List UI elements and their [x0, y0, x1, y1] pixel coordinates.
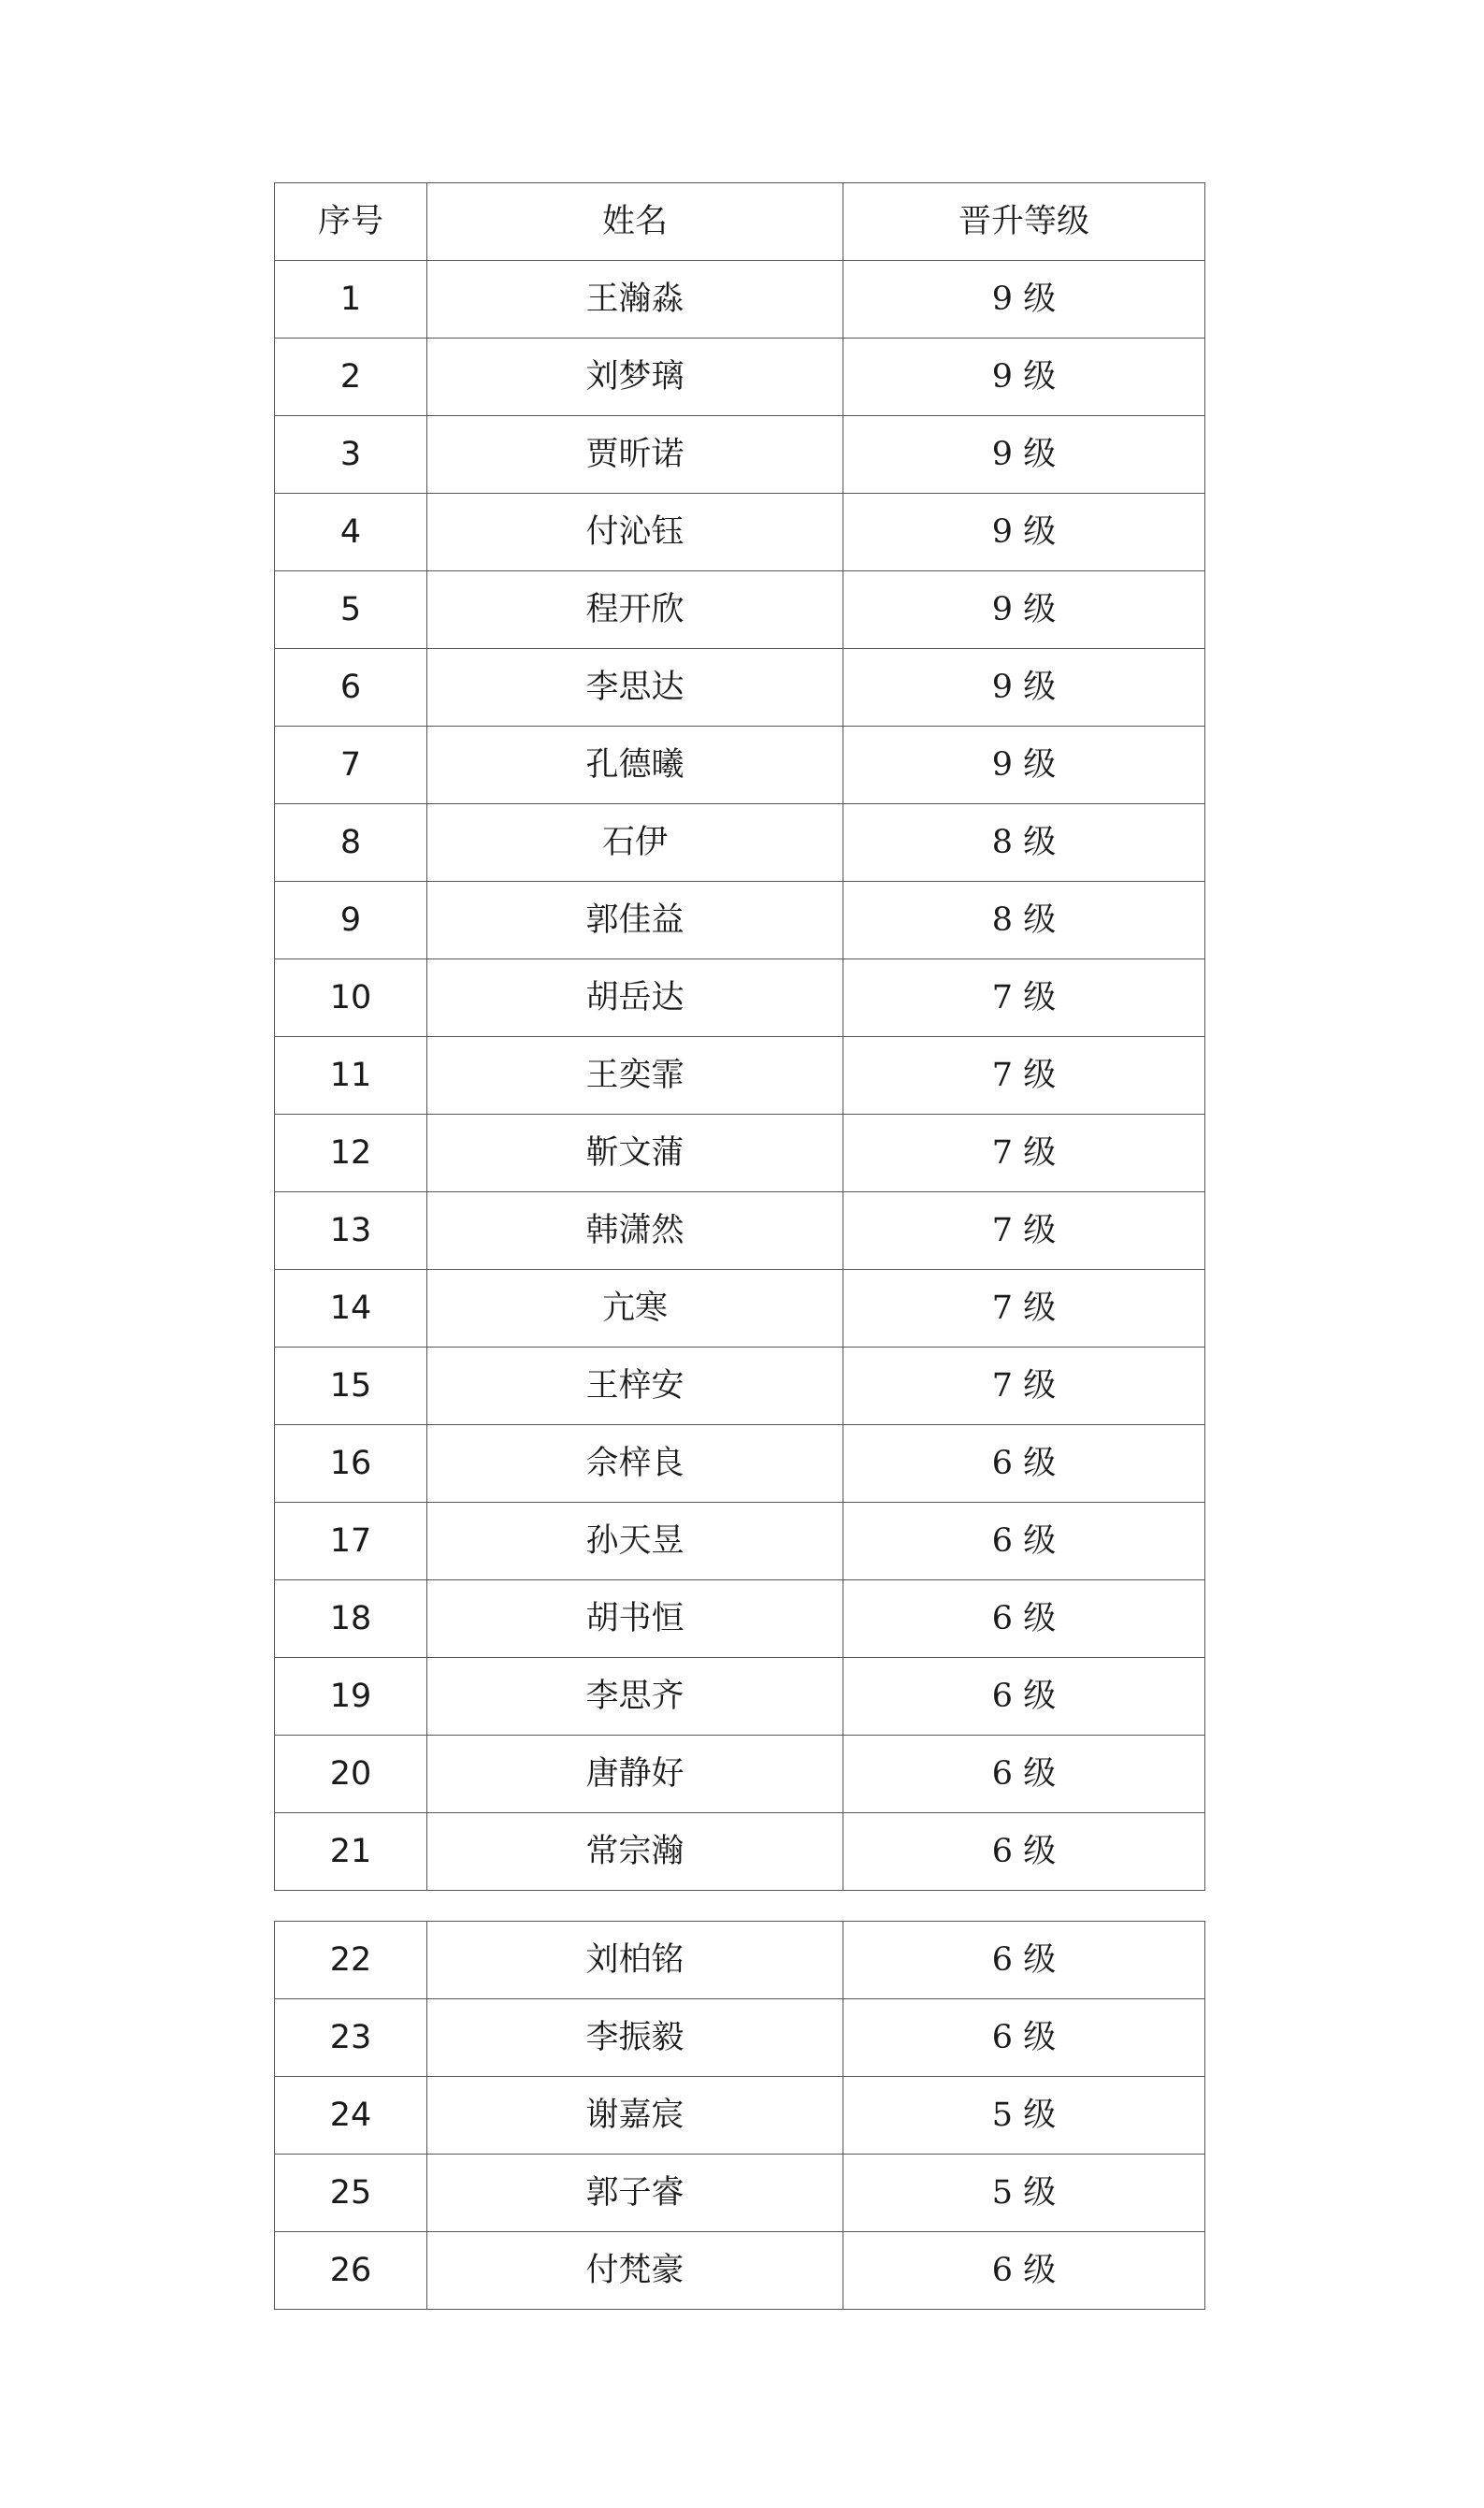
table-row	[275, 571, 1205, 649]
row-grade-cell: 5 级	[843, 2155, 1205, 2232]
table-row	[275, 261, 1205, 339]
row-grade-cell: 6 级	[843, 1999, 1205, 2077]
table-row	[275, 1922, 1205, 1999]
row-index-cell: 3	[275, 416, 427, 494]
table-header-row	[275, 183, 1205, 261]
row-grade-cell: 6 级	[843, 1658, 1205, 1736]
row-name-cell: 谢嘉宸	[427, 2077, 843, 2155]
row-index-cell: 7	[275, 727, 427, 804]
row-index-cell: 5	[275, 571, 427, 649]
row-grade-cell: 7 级	[843, 959, 1205, 1037]
row-index-cell: 14	[275, 1270, 427, 1348]
row-grade-cell: 8 级	[843, 804, 1205, 882]
table-row	[275, 959, 1205, 1037]
header-grade: 晋升等级	[843, 183, 1205, 261]
row-grade-cell: 6 级	[843, 1503, 1205, 1580]
row-name-cell: 孙天昱	[427, 1503, 843, 1580]
promotion-table-continued	[274, 1921, 1205, 2310]
row-name-cell: 刘梦璃	[427, 339, 843, 416]
row-name-cell: 李思齐	[427, 1658, 843, 1736]
row-index-cell: 23	[275, 1999, 427, 2077]
row-grade-cell: 7 级	[843, 1192, 1205, 1270]
row-index-cell: 15	[275, 1348, 427, 1425]
row-name-cell: 王梓安	[427, 1348, 843, 1425]
row-name-cell: 郭佳益	[427, 882, 843, 959]
row-grade-cell: 9 级	[843, 416, 1205, 494]
row-name-cell: 韩潇然	[427, 1192, 843, 1270]
row-grade-cell: 9 级	[843, 494, 1205, 571]
row-name-cell: 刘柏铭	[427, 1922, 843, 1999]
table-row	[275, 1425, 1205, 1503]
table-row	[275, 1999, 1205, 2077]
row-grade-cell: 8 级	[843, 882, 1205, 959]
table-row	[275, 882, 1205, 959]
row-index-cell: 21	[275, 1813, 427, 1891]
table-row	[275, 1348, 1205, 1425]
row-index-cell: 19	[275, 1658, 427, 1736]
row-index-cell: 10	[275, 959, 427, 1037]
row-index-cell: 11	[275, 1037, 427, 1115]
row-name-cell: 佘梓良	[427, 1425, 843, 1503]
row-name-cell: 亢寒	[427, 1270, 843, 1348]
row-name-cell: 石伊	[427, 804, 843, 882]
row-name-cell: 付沁钰	[427, 494, 843, 571]
row-index-cell: 22	[275, 1922, 427, 1999]
promotion-table-body-continued	[275, 1922, 1205, 2310]
table-row	[275, 1736, 1205, 1813]
row-name-cell: 王奕霏	[427, 1037, 843, 1115]
row-index-cell: 4	[275, 494, 427, 571]
row-grade-cell: 7 级	[843, 1037, 1205, 1115]
row-grade-cell: 7 级	[843, 1348, 1205, 1425]
row-index-cell: 24	[275, 2077, 427, 2155]
row-name-cell: 李振毅	[427, 1999, 843, 2077]
row-index-cell: 8	[275, 804, 427, 882]
table-row	[275, 416, 1205, 494]
row-grade-cell: 5 级	[843, 2077, 1205, 2155]
row-name-cell: 贾昕诺	[427, 416, 843, 494]
row-name-cell: 胡书恒	[427, 1580, 843, 1658]
table-row	[275, 1813, 1205, 1891]
table-row	[275, 1115, 1205, 1192]
promotion-table	[274, 182, 1205, 1891]
row-grade-cell: 9 级	[843, 649, 1205, 727]
row-index-cell: 9	[275, 882, 427, 959]
row-grade-cell: 6 级	[843, 1425, 1205, 1503]
row-grade-cell: 7 级	[843, 1115, 1205, 1192]
table-row	[275, 2155, 1205, 2232]
promotion-table-body	[275, 183, 1205, 1891]
row-name-cell: 唐静好	[427, 1736, 843, 1813]
row-name-cell: 李思达	[427, 649, 843, 727]
row-index-cell: 25	[275, 2155, 427, 2232]
row-name-cell: 靳文蒲	[427, 1115, 843, 1192]
row-grade-cell: 6 级	[843, 1736, 1205, 1813]
row-name-cell: 胡岳达	[427, 959, 843, 1037]
row-grade-cell: 6 级	[843, 1813, 1205, 1891]
row-name-cell: 王瀚淼	[427, 261, 843, 339]
row-name-cell: 程开欣	[427, 571, 843, 649]
table-row	[275, 2077, 1205, 2155]
row-index-cell: 12	[275, 1115, 427, 1192]
row-index-cell: 6	[275, 649, 427, 727]
row-index-cell: 1	[275, 261, 427, 339]
header-index: 序号	[275, 183, 427, 261]
row-grade-cell: 6 级	[843, 1922, 1205, 1999]
row-index-cell: 20	[275, 1736, 427, 1813]
row-index-cell: 2	[275, 339, 427, 416]
table-row	[275, 494, 1205, 571]
row-index-cell: 13	[275, 1192, 427, 1270]
table-row	[275, 1580, 1205, 1658]
row-name-cell: 郭子睿	[427, 2155, 843, 2232]
row-name-cell: 常宗瀚	[427, 1813, 843, 1891]
row-index-cell: 26	[275, 2232, 427, 2310]
row-grade-cell: 6 级	[843, 2232, 1205, 2310]
table-row	[275, 1192, 1205, 1270]
row-grade-cell: 7 级	[843, 1270, 1205, 1348]
row-index-cell: 18	[275, 1580, 427, 1658]
row-index-cell: 17	[275, 1503, 427, 1580]
row-grade-cell: 9 级	[843, 727, 1205, 804]
table-row	[275, 727, 1205, 804]
table-row	[275, 1503, 1205, 1580]
table-row	[275, 804, 1205, 882]
row-grade-cell: 9 级	[843, 571, 1205, 649]
table-row	[275, 2232, 1205, 2310]
table-row	[275, 1658, 1205, 1736]
row-index-cell: 16	[275, 1425, 427, 1503]
table-row	[275, 1037, 1205, 1115]
row-grade-cell: 9 级	[843, 339, 1205, 416]
table-row	[275, 1270, 1205, 1348]
row-name-cell: 孔德曦	[427, 727, 843, 804]
row-grade-cell: 6 级	[843, 1580, 1205, 1658]
row-grade-cell: 9 级	[843, 261, 1205, 339]
table-row	[275, 649, 1205, 727]
table-row	[275, 339, 1205, 416]
header-name: 姓名	[427, 183, 843, 261]
row-name-cell: 付梵豪	[427, 2232, 843, 2310]
